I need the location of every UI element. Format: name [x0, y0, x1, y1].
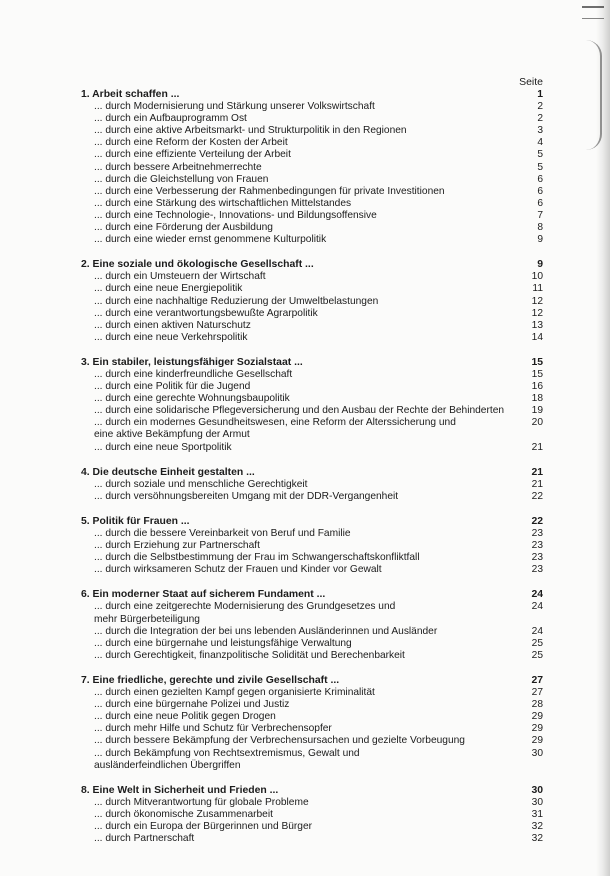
toc-entry [81, 491, 543, 503]
toc-entry [81, 320, 543, 332]
entry-page-number: 29 [531, 723, 543, 735]
entry-page-number: 31 [531, 808, 543, 820]
toc-entry [81, 687, 543, 699]
entry-page-number: 13 [531, 319, 543, 331]
entry-page-number: 25 [531, 637, 543, 649]
entry-text: ... durch eine Förderung der Ausbildung [94, 222, 273, 234]
entry-text: ... durch Mitverantwortung für globale Probleme [94, 796, 309, 808]
toc-body [81, 89, 543, 845]
toc-entry [81, 296, 543, 308]
entry-text: ... durch eine bürgernahe und leistungsfähige Verwaltung [94, 637, 352, 649]
entry-page-number: 30 [531, 796, 543, 808]
entry-page-number: 4 [537, 137, 543, 149]
entry-page-number: 6 [537, 197, 543, 209]
entry-text: ... durch eine solidarische Pflegeversicherung und den Ausbau der Rechte der Behinderten [94, 405, 505, 417]
entry-page-number: 15 [531, 368, 543, 380]
entry-text: ... durch ein Europa der Bürgerinnen und Bürger [94, 820, 313, 832]
section-page-number: 30 [531, 784, 543, 796]
entry-text: ... durch Bekämpfung von Rechtsextremismus, Gewalt und ausländerfeindlichen Übergriffen [94, 747, 360, 771]
toc-section-heading [81, 785, 543, 797]
toc-entry [81, 626, 543, 638]
toc-entry [81, 101, 543, 113]
entry-page-number: 3 [537, 125, 543, 137]
toc-entry [81, 479, 543, 491]
entry-text: ... durch bessere Bekämpfung der Verbrechensursachen und gezielte Vorbeugung [94, 735, 465, 747]
entry-text: ... durch die Selbstbestimmung der Frau im Schwangerschaftskonfliktfall [94, 552, 420, 564]
entry-text: ... durch eine Stärkung des wirtschaftlichen Mittelstandes [94, 197, 352, 209]
toc-entry [81, 735, 543, 747]
entry-page-number: 7 [537, 209, 543, 221]
entry-page-number: 29 [531, 711, 543, 723]
toc-entry [81, 711, 543, 723]
entry-text: ... durch mehr Hilfe und Schutz für Verbrechensopfer [94, 723, 332, 735]
toc-entry [81, 222, 543, 234]
entry-text: ... durch eine effiziente Verteilung der Arbeit [94, 149, 291, 161]
entry-page-number: 23 [531, 564, 543, 576]
entry-text: ... durch soziale und menschliche Gerechtigkeit [94, 478, 308, 490]
entry-text: ... durch eine bürgernahe Polizei und Justiz [94, 699, 290, 711]
entry-text: ... durch eine Politik für die Jugend [94, 381, 251, 393]
entry-page-number: 23 [531, 552, 543, 564]
entry-text: ... durch versöhnungsbereiten Umgang mit der DDR-Vergangenheit [94, 490, 399, 502]
entry-text: ... durch die Gleichstellung von Frauen [94, 173, 269, 185]
entry-page-number: 10 [531, 271, 543, 283]
entry-page-number: 11 [532, 283, 543, 295]
toc-entry [81, 113, 543, 125]
toc-entry [81, 564, 543, 576]
entry-text: ... durch eine neue Sportpolitik [94, 441, 232, 453]
entry-text: ... durch wirksameren Schutz der Frauen und Kinder vor Gewalt [94, 564, 382, 576]
toc-entry [81, 198, 543, 210]
section-gap [81, 454, 543, 467]
entry-page-number: 23 [531, 540, 543, 552]
toc-entry [81, 271, 543, 283]
entry-text: ... durch eine neue Verkehrspolitik [94, 331, 248, 343]
section-title: 5. Politik für Frauen ... [81, 515, 190, 527]
entry-page-number: 23 [531, 528, 543, 539]
entry-text: ... durch Partnerschaft [94, 833, 195, 845]
toc-entry [81, 369, 543, 381]
entry-text: ... durch einen gezielten Kampf gegen organisierte Kriminalität [94, 687, 375, 699]
toc-entry [81, 283, 543, 295]
entry-text: ... durch eine aktive Arbeitsmarkt- und Strukturpolitik in den Regionen [94, 125, 407, 137]
entry-text: ... durch Erziehung zur Partnerschaft [94, 540, 260, 552]
entry-page-number: 19 [531, 405, 543, 417]
section-gap [81, 246, 543, 259]
toc-entry [81, 723, 543, 735]
toc-entry [81, 797, 543, 809]
section-page-number: 21 [531, 466, 543, 478]
entry-text: ... durch einen aktiven Naturschutz [94, 319, 251, 331]
entry-page-number: 12 [531, 307, 543, 319]
entry-text: ... durch eine kinderfreundliche Gesellschaft [94, 368, 293, 380]
entry-text: ... durch eine Reform der Kosten der Arbeit [94, 137, 288, 149]
entry-page-number: 14 [531, 331, 543, 343]
entry-page-number: 6 [537, 185, 543, 197]
entry-page-number: 27 [531, 687, 543, 699]
toc-entry [81, 540, 543, 552]
entry-page-number: 32 [531, 833, 543, 845]
section-gap [81, 503, 543, 516]
entry-page-number: 20 [531, 417, 543, 429]
entry-page-number: 18 [531, 393, 543, 405]
entry-page-number: 32 [531, 820, 543, 832]
toc-entry [81, 821, 543, 833]
toc-entry [81, 442, 543, 454]
toc-entry [81, 552, 543, 564]
section-title: 1. Arbeit schaffen ... [81, 89, 180, 100]
scan-artifact-curve [586, 40, 602, 150]
section-page-number: 27 [531, 674, 543, 686]
entry-text: ... durch die Integration der bei uns lebenden Ausländerinnen und Ausländer [94, 625, 438, 637]
toc-entry [81, 332, 543, 344]
scan-artifact-mark [582, 6, 604, 19]
entry-text: ... durch bessere Arbeitnehmerrechte [94, 161, 262, 173]
entry-page-number: 6 [537, 173, 543, 185]
entry-page-number: 29 [531, 735, 543, 747]
table-of-contents [81, 76, 543, 845]
toc-entry [81, 162, 543, 174]
entry-page-number: 5 [537, 149, 543, 161]
toc-entry [81, 186, 543, 198]
toc-section-heading [81, 467, 543, 479]
toc-entry [81, 748, 543, 772]
entry-page-number: 28 [531, 699, 543, 711]
toc-entry [81, 210, 543, 222]
toc-entry [81, 137, 543, 149]
toc-entry [81, 125, 543, 137]
entry-text: ... durch ein Aufbauprogramm Ost [94, 113, 247, 125]
section-gap [81, 576, 543, 589]
section-title: 4. Die deutsche Einheit gestalten ... [81, 466, 255, 478]
section-page-number: 24 [531, 589, 543, 601]
section-gap [81, 772, 543, 785]
entry-text: ... durch eine verantwortungsbewußte Agrarpolitik [94, 307, 318, 319]
toc-entry [81, 809, 543, 821]
entry-page-number: 21 [531, 478, 543, 490]
toc-entry [81, 699, 543, 711]
section-gap [81, 344, 543, 357]
entry-text: ... durch eine Verbesserung der Rahmenbedingungen für private Investitionen [94, 185, 445, 197]
toc-entry [81, 417, 543, 441]
toc-entry [81, 405, 543, 417]
toc-entry [81, 174, 543, 186]
entry-text: ... durch eine neue Politik gegen Drogen [94, 711, 276, 723]
entry-text: ... durch ein modernes Gesundheitswesen, eine Reform der Alterssicherung und eine aktive Bekämpfung der Armut [94, 417, 456, 441]
entry-page-number: 30 [531, 747, 543, 759]
toc-section-heading [81, 259, 543, 271]
toc-section-heading [81, 589, 543, 601]
toc-entry [81, 393, 543, 405]
toc-entry [81, 381, 543, 393]
entry-text: ... durch eine nachhaltige Reduzierung der Umweltbelastungen [94, 295, 379, 307]
toc-section-heading [81, 516, 543, 528]
section-title: 2. Eine soziale und ökologische Gesellschaft ... [81, 259, 314, 271]
entry-text: ... durch eine neue Energiepolitik [94, 283, 243, 295]
entry-page-number: 24 [531, 625, 543, 637]
toc-entry [81, 833, 543, 845]
section-page-number: 15 [531, 356, 543, 368]
section-title: 6. Ein moderner Staat auf sicherem Fundament ... [81, 589, 326, 601]
entry-text: ... durch Modernisierung und Stärkung unserer Volkswirtschaft [94, 101, 375, 113]
toc-entry [81, 234, 543, 246]
toc-entry [81, 149, 543, 161]
section-page-number: 22 [531, 515, 543, 527]
entry-text: ... durch ökonomische Zusammenarbeit [94, 808, 273, 820]
section-page-number: 1 [537, 89, 543, 100]
entry-page-number: 2 [537, 101, 543, 113]
entry-page-number: 5 [537, 161, 543, 173]
entry-text: ... durch eine Technologie-, Innovations- und Bildungsoffensive [94, 209, 377, 221]
section-title: 3. Ein stabiler, leistungsfähiger Sozialstaat ... [81, 356, 303, 368]
entry-text: ... durch Gerechtigkeit, finanzpolitische Solidität und Berechenbarkeit [94, 649, 405, 661]
toc-entry [81, 308, 543, 320]
toc-entry [81, 638, 543, 650]
entry-text: ... durch eine wieder ernst genommene Kulturpolitik [94, 234, 327, 246]
entry-page-number: 8 [537, 222, 543, 234]
toc-entry [81, 528, 543, 540]
toc-section-heading [81, 89, 543, 101]
page-column-header: Seite [519, 76, 543, 88]
toc-section-heading [81, 675, 543, 687]
entry-text: ... durch eine gerechte Wohnungsbaupolitik [94, 393, 290, 405]
section-title: 8. Eine Welt in Sicherheit und Frieden ... [81, 784, 279, 796]
entry-page-number: 21 [531, 441, 543, 453]
entry-text: ... durch ein Umsteuern der Wirtschaft [94, 271, 266, 283]
entry-text: ... durch die bessere Vereinbarkeit von Beruf und Familie [94, 528, 351, 539]
section-title: 7. Eine friedliche, gerechte und zivile Gesellschaft ... [81, 674, 340, 686]
entry-page-number: 2 [537, 113, 543, 125]
toc-entry [81, 601, 543, 625]
entry-text: ... durch eine zeitgerechte Modernisierung des Grundgesetzes und mehr Bürgerbeteiligung [94, 601, 396, 625]
section-gap [81, 662, 543, 675]
section-page-number: 9 [537, 259, 543, 271]
entry-page-number: 24 [531, 601, 543, 613]
entry-page-number: 22 [531, 490, 543, 502]
entry-page-number: 12 [531, 295, 543, 307]
toc-entry [81, 650, 543, 662]
entry-page-number: 16 [531, 381, 543, 393]
entry-page-number: 25 [531, 649, 543, 661]
toc-section-heading [81, 357, 543, 369]
entry-page-number: 9 [537, 234, 543, 246]
